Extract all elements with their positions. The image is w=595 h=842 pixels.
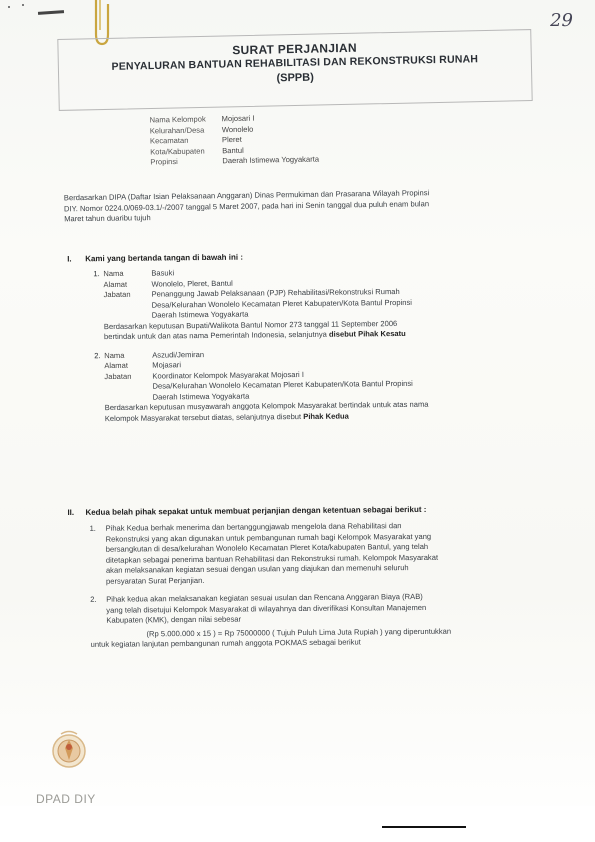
clause-text	[106, 591, 540, 640]
amount-line: (Rp 5.000.000 x 15 ) = Rp 75000000 ( Tujuh Puluh Lima Juta Rupiah ) yang diperuntukkan	[146, 626, 452, 638]
info-value: Daerah Istimewa Yogyakarta	[222, 154, 320, 166]
clause-line: untuk kegiatan lanjutan pembangunan rumah anggota POKMAS sebagai berikut	[90, 637, 361, 649]
party-number: 1.	[93, 269, 100, 279]
clause-number: 1.	[89, 523, 96, 533]
field-label: Nama	[103, 268, 124, 279]
clause-line: persyaratan Surat Perjanjian.	[105, 575, 205, 586]
party-position: Desa/Kelurahan Wonolelo Kecamatan Pleret Kabupaten/Kota Bantul Propinsi	[151, 297, 413, 310]
basis-line: bertindak untuk dan atas nama Pemerintah Indonesia, selanjutnya	[103, 329, 330, 342]
party-name: Basuki	[151, 268, 175, 278]
party-name: Aszudi/Jemiran	[152, 349, 205, 360]
party-number: 2.	[94, 350, 101, 360]
clause-1	[90, 520, 541, 587]
page-margin	[0, 806, 595, 842]
info-key: Kecamatan	[149, 135, 189, 146]
section-title: Kedua belah pihak sepakat untuk membuat perjanjian dengan ketentuan sebagai berikut :	[85, 504, 427, 517]
info-value: Mojosari I	[221, 113, 255, 124]
seal-icon	[50, 730, 88, 770]
clause-line: Kabupaten (KMK), dengan nilai sebesar	[106, 614, 242, 625]
info-key: Kelurahan/Desa	[149, 125, 205, 135]
speck	[8, 6, 10, 8]
section-1	[67, 250, 539, 425]
clause-text	[106, 520, 541, 587]
party-position: Desa/Kelurahan Wonolelo Kecamatan Pleret Kabupaten/Kota Bantul Propinsi	[152, 378, 413, 391]
watermark-text: DPAD DIY	[36, 792, 96, 806]
group-info	[150, 113, 320, 168]
page-number: 29	[550, 10, 573, 31]
info-value: Pleret	[221, 134, 242, 145]
section-2	[67, 504, 540, 651]
section-number: II.	[67, 508, 75, 518]
info-value: Bantul	[222, 145, 244, 155]
party-position: Daerah Istimewa Yogyakarta	[151, 309, 249, 320]
intro-paragraph	[64, 187, 540, 225]
party-position: Koordinator Kelompok Masyarakat Mojosari I	[152, 369, 304, 381]
party-designation: Pihak Kedua	[303, 411, 349, 421]
speck	[22, 4, 24, 6]
party-2	[94, 346, 539, 424]
bottom-line	[382, 826, 466, 828]
clause-line: yang telah disetujui Kelompok Masyarakat di wilayahnya dan diverifikasi Konsultan Manajemen	[106, 602, 427, 615]
party-position: Daerah Istimewa Yogyakarta	[152, 391, 250, 402]
clause-line: Rekonstruksi yang akan digunakan untuk pembangunan rumah bagi Kelompok Masyarakat yang	[105, 531, 432, 544]
clause-line: Pihak Kedua berhak menerima dan bertanggungjawab mengelola dana Rehabilitasi dan	[105, 521, 402, 533]
clause-line: ditetapkan sebagai penerima bantuan Rehabilitasi dan Rekonstruksi rumah. Kelompok Masyarakat	[105, 552, 439, 565]
field-label: Nama	[104, 350, 125, 360]
party-1	[93, 265, 538, 343]
intro-line: DIY. Nomor 0224.0/069-03.1/-/2007 tanggal 5 Maret 2007, pada hari ini Senin tanggal dua puluh enam bulan	[63, 198, 430, 213]
party-designation: disebut Pihak Kesatu	[328, 328, 406, 339]
doc-subtitle: PENYALURAN BANTUAN REHABILITASI DAN REKONSTRUKSI RUNAH	[111, 53, 479, 73]
intro-line: Maret tahun duaribu tujuh	[64, 213, 151, 224]
party-address: Wonolelo, Pleret, Bantul	[151, 278, 233, 289]
field-label: Jabatan	[104, 371, 132, 381]
intro-line: Berdasarkan DIPA (Daftar Isian Pelaksanaan Anggaran) Dinas Permukiman dan Prasarana Wilayah Propinsi	[63, 188, 430, 203]
field-label: Jabatan	[103, 289, 131, 300]
info-key: Nama Kelompok	[149, 114, 206, 125]
doc-abbrev: (SPPB)	[276, 71, 314, 85]
party-basis	[104, 317, 538, 343]
basis-line: Berdasarkan keputusan Bupati/Walikota Bantul Nomor 273 tanggal 11 September 2006	[103, 318, 398, 331]
doc-title: SURAT PERJANJIAN	[232, 40, 357, 58]
title-box	[57, 29, 532, 111]
section-number: I.	[67, 254, 72, 264]
clause-line: akan melaksanakan kegiatan sesuai dengan usulan yang diajukan dan memenuhi seluruh	[105, 563, 409, 575]
clause-line: bersangkutan di desa/kelurahan Wonolelo Kecamatan Pleret Kota/kabupaten Bantul, yang telah	[105, 541, 429, 554]
party-address: Mojasari	[152, 360, 182, 370]
info-key: Kota/Kabupaten	[150, 146, 205, 156]
basis-line: Berdasarkan keputusan musyawarah anggota Kelompok Masyarakat bertindak untuk atas nama	[104, 399, 429, 413]
basis-line: Kelompok Masyarakat tersebut diatas, selanjutnya disebut	[104, 411, 304, 423]
clause-line: Pihak kedua akan melaksanakan kegiatan sesuai usulan dan Rencana Anggaran Biaya (RAB)	[106, 591, 423, 604]
clause-number: 2.	[90, 594, 97, 604]
section-title: Kami yang bertanda tangan di bawah ini :	[85, 252, 244, 264]
field-label: Alamat	[103, 279, 128, 289]
info-value: Wonolelo	[221, 124, 254, 134]
field-label: Alamat	[104, 360, 128, 371]
info-key: Propinsi	[150, 156, 178, 167]
party-position: Penanggung Jawab Pelaksanaan (PJP) Rehabilitasi/Rekonstruksi Rumah	[151, 286, 400, 299]
clause-2	[90, 591, 540, 640]
